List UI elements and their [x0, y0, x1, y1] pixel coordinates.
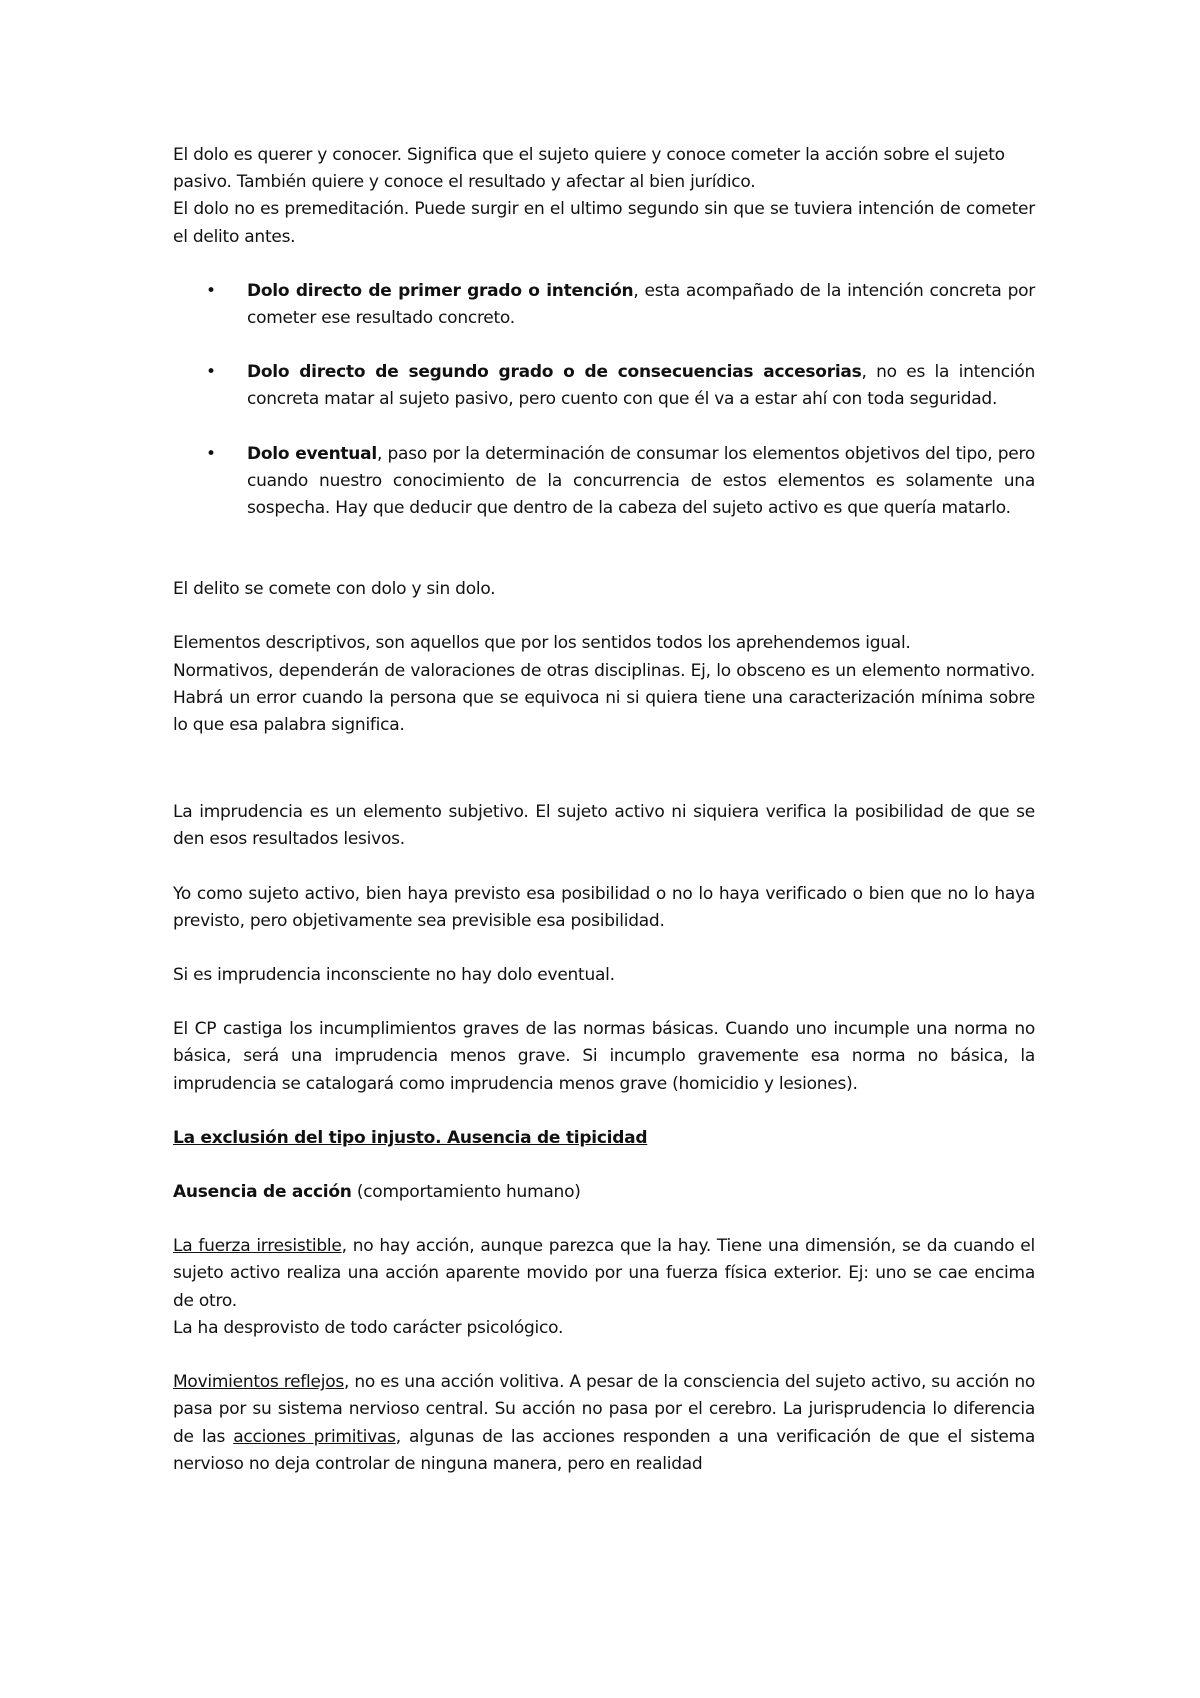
list-item — [173, 441, 1035, 523]
fuerza-term: La fuerza irresistible — [173, 1236, 342, 1257]
list-item-text: , paso por la determinación de consumar los elementos objetivos del tipo, pero cuando nuestro conocimiento de la concurrencia de estos elementos es solamente una sospecha. Hay que deducir que dentro de la cabeza del sujeto activo es que quería matarlo. — [247, 443, 1035, 519]
section-heading: La exclusión del tipo injusto. Ausencia de tipicidad — [173, 1127, 648, 1148]
movimientos-term: Movimientos reflejos — [173, 1372, 344, 1393]
bullet-icon: • — [206, 362, 216, 383]
bullet-icon: • — [206, 443, 216, 464]
subsection-heading: Ausencia de acción (comportamiento humano) — [173, 1182, 581, 1203]
list-item — [173, 278, 1035, 332]
movimientos-paragraph: Movimientos reflejos, no es una acción volitiva. A pesar de la consciencia del sujeto activo, su acción no pasa por su sistema nervioso central. Su acción no pasa por el cerebro. La jurisprudencia lo diferencia de las acciones primitivas, algunas de las acciones responden a una verificación de que el sistema nervioso no deja controlar de ninguna manera, pero en realidad — [173, 1372, 1036, 1474]
intro-paragraph-2: El dolo no es premeditación. Puede surgir en el ultimo segundo sin que se tuviera intención de cometer el delito antes. — [173, 199, 1035, 247]
bullet-icon: • — [206, 280, 216, 301]
list-item-text: , no es la intención concreta matar al sujeto pasivo, pero cuento con que él va a estar ahí con toda seguridad. — [247, 362, 1036, 410]
acciones-primitivas-term: acciones primitivas — [233, 1426, 396, 1447]
document-page — [173, 142, 1035, 1478]
list-item-term: Dolo directo de primer grado o intención — [247, 280, 634, 301]
elementos-line-1: Elementos descriptivos, son aquellos que por los sentidos todos los aprehendemos igual. — [173, 633, 911, 654]
intro-paragraph-1: El dolo es querer y conocer. Significa que el sujeto quiere y conoce cometer la acción sobre el sujeto pasivo. También quiere y conoce el resultado y afectar al bien jurídico. — [173, 145, 1005, 193]
imprudencia-paragraph-3: Si es imprudencia inconsciente no hay dolo eventual. — [173, 965, 615, 986]
fuerza-line-2: La ha desprovisto de todo carácter psicológico. — [173, 1317, 564, 1338]
list-item-term: Dolo directo de segundo grado o de consecuencias accesorias — [247, 362, 862, 383]
list-item-text: , esta acompañado de la intención concreta por cometer ese resultado concreto. — [247, 280, 1036, 329]
list-item-term: Dolo eventual — [247, 443, 377, 464]
dolo-types-list — [173, 278, 1035, 522]
imprudencia-paragraph-2: Yo como sujeto activo, bien haya previsto esa posibilidad o no lo haya verificado o bien que no lo haya previsto, pero objetivamente sea previsible esa posibilidad. — [173, 883, 1035, 931]
list-item — [173, 359, 1035, 413]
delito-paragraph: El delito se comete con dolo y sin dolo. — [173, 579, 496, 600]
fuerza-paragraph: La fuerza irresistible, no hay acción, aunque parezca que la hay. Tiene una dimensión, se da cuando el sujeto activo realiza una acción aparente movido por una fuerza física exterior. Ej: uno se cae encima de otro. — [173, 1236, 1035, 1311]
elementos-line-2: Normativos, dependerán de valoraciones de otras disciplinas. Ej, lo obsceno es un elemento normativo. Habrá un error cuando la persona que se equivoca ni si quiera tiene una caracterización mínima sobre lo que esa palabra significa. — [173, 660, 1035, 736]
imprudencia-paragraph-4: El CP castiga los incumplimientos graves de las normas básicas. Cuando uno incumple una norma no básica, será una imprudencia menos grave. Si incumplo gravemente esa norma no básica, la imprudencia se catalogará como imprudencia menos grave (homicidio y lesiones). — [173, 1019, 1035, 1094]
imprudencia-paragraph-1: La imprudencia es un elemento subjetivo. El sujeto activo ni siquiera verifica la posibilidad de que se den esos resultados lesivos. — [173, 802, 1035, 850]
